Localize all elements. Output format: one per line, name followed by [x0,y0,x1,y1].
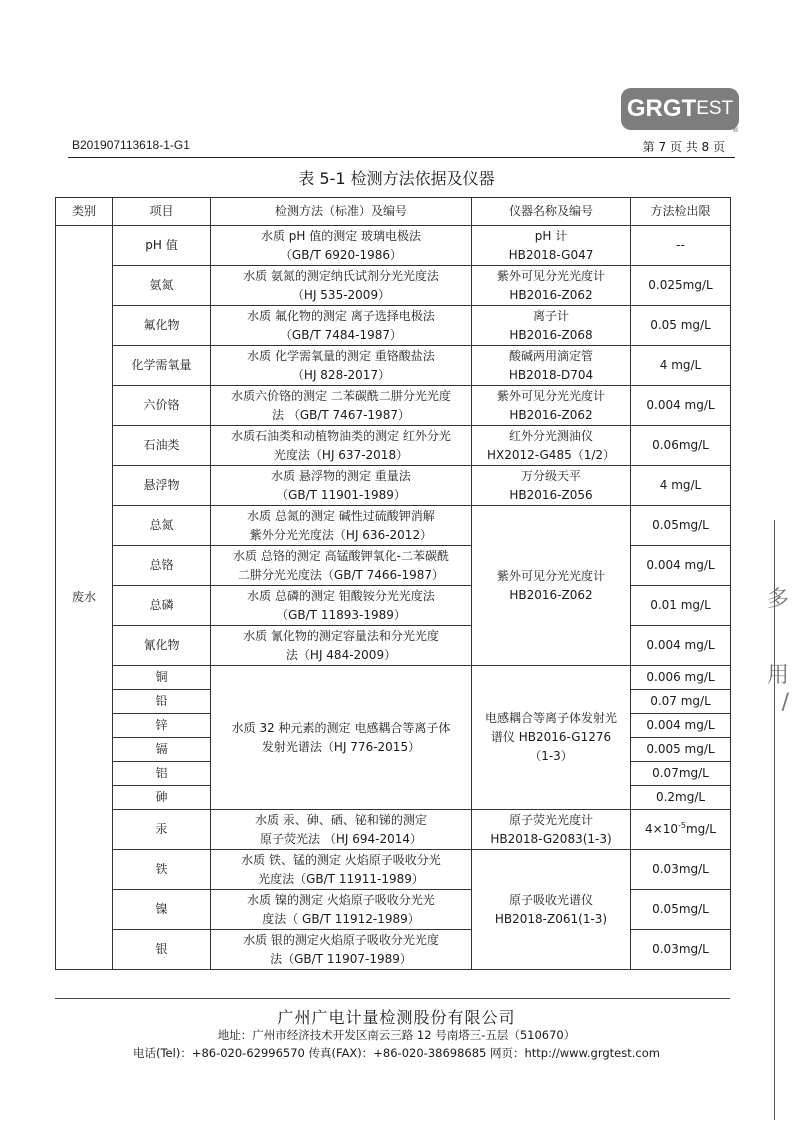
method-line: 水质 总铬的测定 高锰酸钾氧化-二苯碳酰 [233,548,449,563]
table-row [56,506,731,546]
limit-cell: 0.004 mg/L [631,626,731,666]
table-row [56,810,731,850]
company-address: 地址：广州市经济技术开发区南云三路 12 号南塔三-五层（510670） [217,1028,576,1042]
instrument-code: HB2018-Z061(1-3) [494,911,608,926]
limit-cell: 0.07 mg/L [631,690,731,714]
method-cell [211,226,472,266]
method-code: （GB/T 11901-1989） [276,487,406,502]
table-row [56,666,731,690]
instrument-cell [472,466,631,506]
limit-cell: 0.05mg/L [631,890,731,930]
method-cell [211,810,472,850]
instrument-cell [472,506,631,666]
limit-cell: 0.005 mg/L [631,738,731,762]
instrument-code: HB2018-G2083(1-3) [490,831,612,846]
instrument-cell [472,810,631,850]
method-code: 光度法（GB/T 11911-1989） [258,871,424,886]
limit-mantissa: 4×10 [645,822,678,836]
method-line: 水质 银的测定火焰原子吸收分光光度 [243,932,439,947]
table-row [56,426,731,466]
company-name: 广州广电计量检测股份有限公司 [277,1008,516,1027]
limit-cell: 0.004 mg/L [631,714,731,738]
method-cell [211,626,472,666]
limit-cell: 4 mg/L [631,466,731,506]
method-cell [211,586,472,626]
item-cell: 总氮 [113,506,211,546]
method-line: 水质 铁、锰的测定 火焰原子吸收分光 [241,852,441,867]
table-row [56,386,731,426]
item-cell: pH 值 [113,226,211,266]
method-cell [211,850,472,890]
logo-text-strong: GRGT [626,95,697,122]
category-cell: 废水 [56,226,113,970]
item-cell: 镍 [113,890,211,930]
instrument-name: 万分级天平 [520,468,581,483]
instrument-name: 红外分光测油仪 [508,428,593,443]
instrument-code: HB2016-Z062 [509,287,593,302]
item-cell: 铝 [113,762,211,786]
limit-cell: 0.06mg/L [631,426,731,466]
instrument-code: 谱仪 HB2016-G1276 [490,730,612,744]
instrument-name: 离子计 [532,308,569,323]
report-number: B201907113618-1-G1 [72,138,190,152]
method-code: （GB/T 11893-1989） [276,607,406,622]
method-cell [211,266,472,306]
method-code: 法 （GB/T 7467-1987） [272,407,410,422]
method-cell [211,890,472,930]
item-cell: 氟化物 [113,306,211,346]
limit-cell: 4 mg/L [631,346,731,386]
limit-cell [631,810,731,850]
instrument-code: HB2016-Z062 [509,587,593,602]
edge-binding-line [774,520,775,1120]
method-cell [211,506,472,546]
instrument-code: HB2018-G047 [508,247,594,262]
instrument-name: 紫外可见分光光度计 [496,568,605,583]
header-divider [68,157,735,158]
limit-cell: 0.025mg/L [631,266,731,306]
method-cell [211,666,472,810]
item-cell: 砷 [113,786,211,810]
item-cell: 锌 [113,714,211,738]
header-limit: 方法检出限 [631,198,731,226]
method-code: 光度法（HJ 637-2018） [273,447,409,462]
instrument-name: 电感耦合等离子体发射光 [484,711,617,725]
limit-cell: 0.05 mg/L [631,306,731,346]
item-cell: 铜 [113,666,211,690]
item-cell: 氰化物 [113,626,211,666]
method-cell [211,386,472,426]
logo-registered-mark: ® [732,126,739,134]
item-cell: 六价铬 [113,386,211,426]
instrument-code: HB2016-Z056 [509,487,593,502]
limit-unit: mg/L [685,822,716,836]
instrument-cell [472,426,631,466]
table-row [56,306,731,346]
item-cell: 汞 [113,810,211,850]
edge-mark-2: 用 [766,663,789,688]
instrument-cell [472,266,631,306]
method-code: 紫外分光光度法（HJ 636-2012） [249,527,433,542]
item-cell: 镉 [113,738,211,762]
limit-cell: 0.004 mg/L [631,546,731,586]
instrument-cell [472,850,631,970]
method-cell [211,426,472,466]
header-category: 类别 [56,198,113,226]
item-cell: 化学需氧量 [113,346,211,386]
instrument-sub: （1-3） [529,749,573,763]
method-cell [211,306,472,346]
limit-cell: 0.05mg/L [631,506,731,546]
limit-cell: 0.03mg/L [631,850,731,890]
method-line: 水质 悬浮物的测定 重量法 [271,468,411,483]
item-cell: 石油类 [113,426,211,466]
instrument-name: 酸碱两用滴定管 [508,348,593,363]
method-line: 水质 镍的测定 火焰原子吸收分光光 [247,892,435,907]
item-cell: 银 [113,930,211,970]
method-line: 水质 总氮的测定 碱性过硫酸钾消解 [247,508,435,523]
method-line: 水质 氨氮的测定纳氏试剂分光光度法 [243,268,439,283]
method-line: 水质 氟化物的测定 离子选择电极法 [247,308,435,323]
table-title: 表 5-1 检测方法依据及仪器 [298,169,495,188]
method-line: 水质 化学需氧量的测定 重铬酸盐法 [247,348,435,363]
method-line: 水质石油类和动植物油类的测定 红外分光 [231,428,451,443]
edge-mark-3: / [781,690,789,715]
method-code: 度法（ GB/T 11912-1989） [262,911,420,926]
header-instrument: 仪器名称及编号 [472,198,631,226]
instrument-code: HB2018-D704 [508,367,594,382]
footer-divider [55,998,730,999]
method-code: （GB/T 6920-1986） [279,247,403,262]
instrument-cell [472,666,631,810]
method-code: 法（HJ 484-2009） [285,647,397,662]
limit-cell: -- [631,226,731,266]
limit-exponent: -5 [677,821,686,830]
item-cell: 总铬 [113,546,211,586]
item-cell: 氨氮 [113,266,211,306]
logo-text-light: EST [696,98,734,119]
instrument-code: HX2012-G485（1/2） [486,447,616,462]
method-line: 水质 总磷的测定 钼酸铵分光光度法 [247,588,435,603]
instrument-name: pH 计 [534,228,568,243]
instrument-cell [472,226,631,266]
method-code: 法（GB/T 11907-1989） [270,951,412,966]
table-row [56,346,731,386]
method-table [55,197,731,970]
item-cell: 铁 [113,850,211,890]
method-line: 水质 32 种元素的测定 电感耦合等离子体 [231,720,451,735]
method-line: 水质 汞、砷、硒、铋和锑的测定 [255,812,427,827]
method-code: 发射光谱法（HJ 776-2015） [261,739,421,754]
method-cell [211,346,472,386]
limit-cell: 0.004 mg/L [631,386,731,426]
item-cell: 铅 [113,690,211,714]
table-row [56,226,731,266]
method-cell [211,546,472,586]
limit-cell: 0.07mg/L [631,762,731,786]
method-code: 二肼分光光度法（GB/T 7466-1987） [237,567,445,582]
instrument-cell [472,306,631,346]
instrument-cell [472,346,631,386]
edge-mark-1: 多 [766,587,789,612]
table-row [56,266,731,306]
method-line: 水质 氰化物的测定容量法和分光光度 [243,628,439,643]
item-cell: 总磷 [113,586,211,626]
page-indicator: 第 7 页 共 8 页 [642,140,725,154]
instrument-code: HB2016-Z062 [509,407,593,422]
method-code: （HJ 535-2009） [291,287,391,302]
limit-cell: 0.03mg/L [631,930,731,970]
method-line: 水质六价铬的测定 二苯碳酰二肼分光光度 [231,388,451,403]
method-code: （GB/T 7484-1987） [279,327,403,342]
company-contact: 电话(Tel)：+86-020-62996570 传真(FAX)：+86-020-38698685 网页：http://www.grgtest.com [133,1046,660,1060]
instrument-name: 原子吸收光谱仪 [508,892,593,907]
limit-cell: 0.2mg/L [631,786,731,810]
instrument-name: 紫外可见分光光度计 [496,268,605,283]
limit-cell: 0.006 mg/L [631,666,731,690]
header-item: 项目 [113,198,211,226]
limit-cell: 0.01 mg/L [631,586,731,626]
instrument-name: 紫外可见分光光度计 [496,388,605,403]
method-cell [211,930,472,970]
method-code: 原子荧光法 （HJ 694-2014） [260,831,422,846]
instrument-name: 原子荧光光度计 [508,812,593,827]
method-line: 水质 pH 值的测定 玻璃电极法 [260,228,422,243]
instrument-cell [472,386,631,426]
company-logo [621,88,739,130]
method-code: （HJ 828-2017） [291,367,391,382]
item-cell: 悬浮物 [113,466,211,506]
table-row [56,850,731,890]
table-row [56,466,731,506]
instrument-code: HB2016-Z068 [509,327,593,342]
method-cell [211,466,472,506]
header-method: 检测方法（标准）及编号 [211,198,472,226]
table-header-row [56,198,731,226]
